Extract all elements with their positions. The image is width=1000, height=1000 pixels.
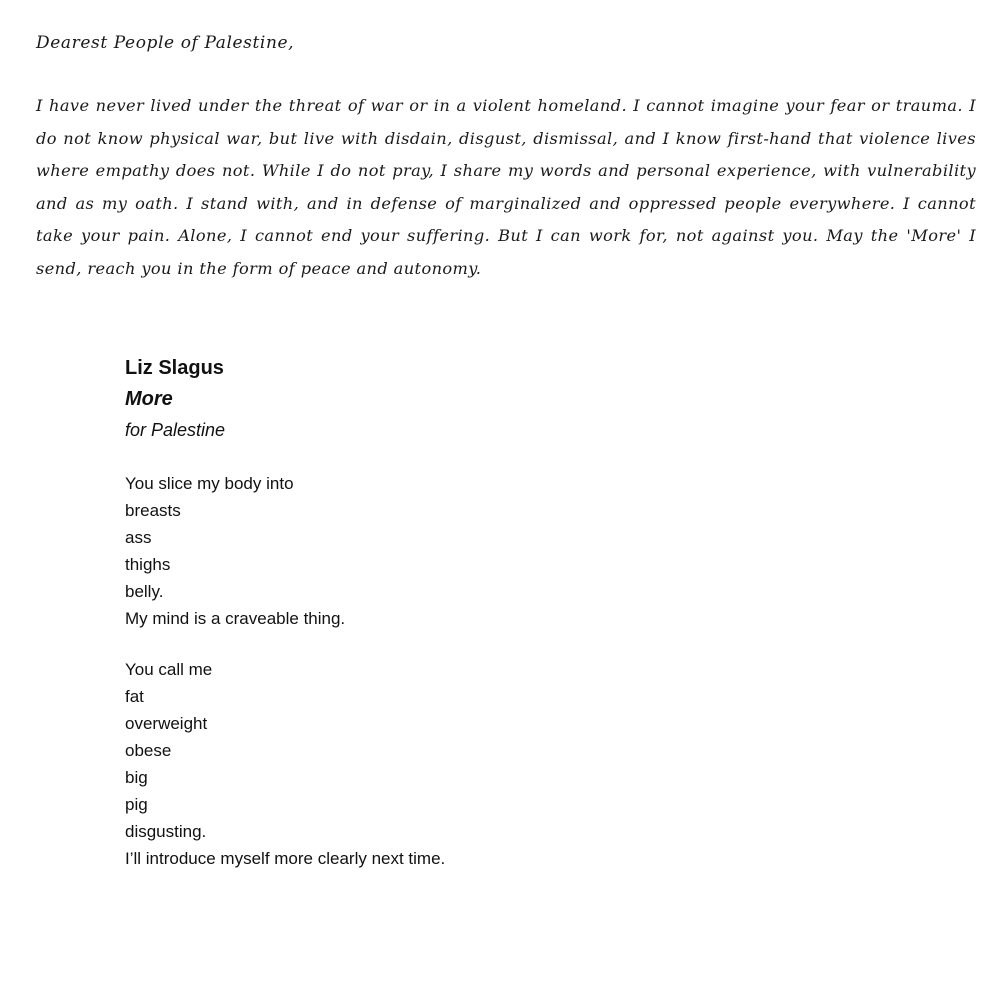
poem-stanza-2 [125, 656, 825, 872]
poem [125, 353, 825, 872]
poem-line: fat [125, 687, 144, 706]
poem-line: I’ll introduce myself more clearly next time. [125, 849, 446, 868]
letter-salutation: Dearest People of Palestine, [36, 33, 295, 53]
poem-line: disgusting. [125, 822, 207, 841]
poem-line: breasts [125, 501, 181, 520]
poem-line: My mind is a craveable thing. [125, 609, 346, 628]
poem-title: More [125, 388, 173, 410]
letter-body: I have never lived under the threat of war or in a violent homeland. I cannot imagine your fear or trauma. I do not know physical war, but live with disdain, disgust, dismissal, and I know first-hand that violence lives where empathy does not. While I do not pray, I share my words and personal experience, with vulnerability and as my oath. I stand with, and in defense of marginalized and oppressed people everywhere. I cannot take your pain. Alone, I cannot end your suffering. But I can work for, not against you. May the 'More' I send, reach you in the form of peace and autonomy. [36, 96, 976, 278]
handwritten-letter [36, 28, 976, 285]
poem-line: You call me [125, 660, 213, 679]
poem-line: big [125, 768, 148, 787]
poem-stanza-1 [125, 470, 825, 632]
poem-line: pig [125, 795, 148, 814]
poem-line: overweight [125, 714, 208, 733]
poem-line: You slice my body into [125, 474, 294, 493]
poem-line: ass [125, 528, 152, 547]
poem-line: thighs [125, 555, 171, 574]
poem-author: Liz Slagus [125, 357, 224, 379]
poem-line: obese [125, 741, 172, 760]
poem-dedication: for Palestine [125, 420, 226, 440]
poem-line: belly. [125, 582, 164, 601]
